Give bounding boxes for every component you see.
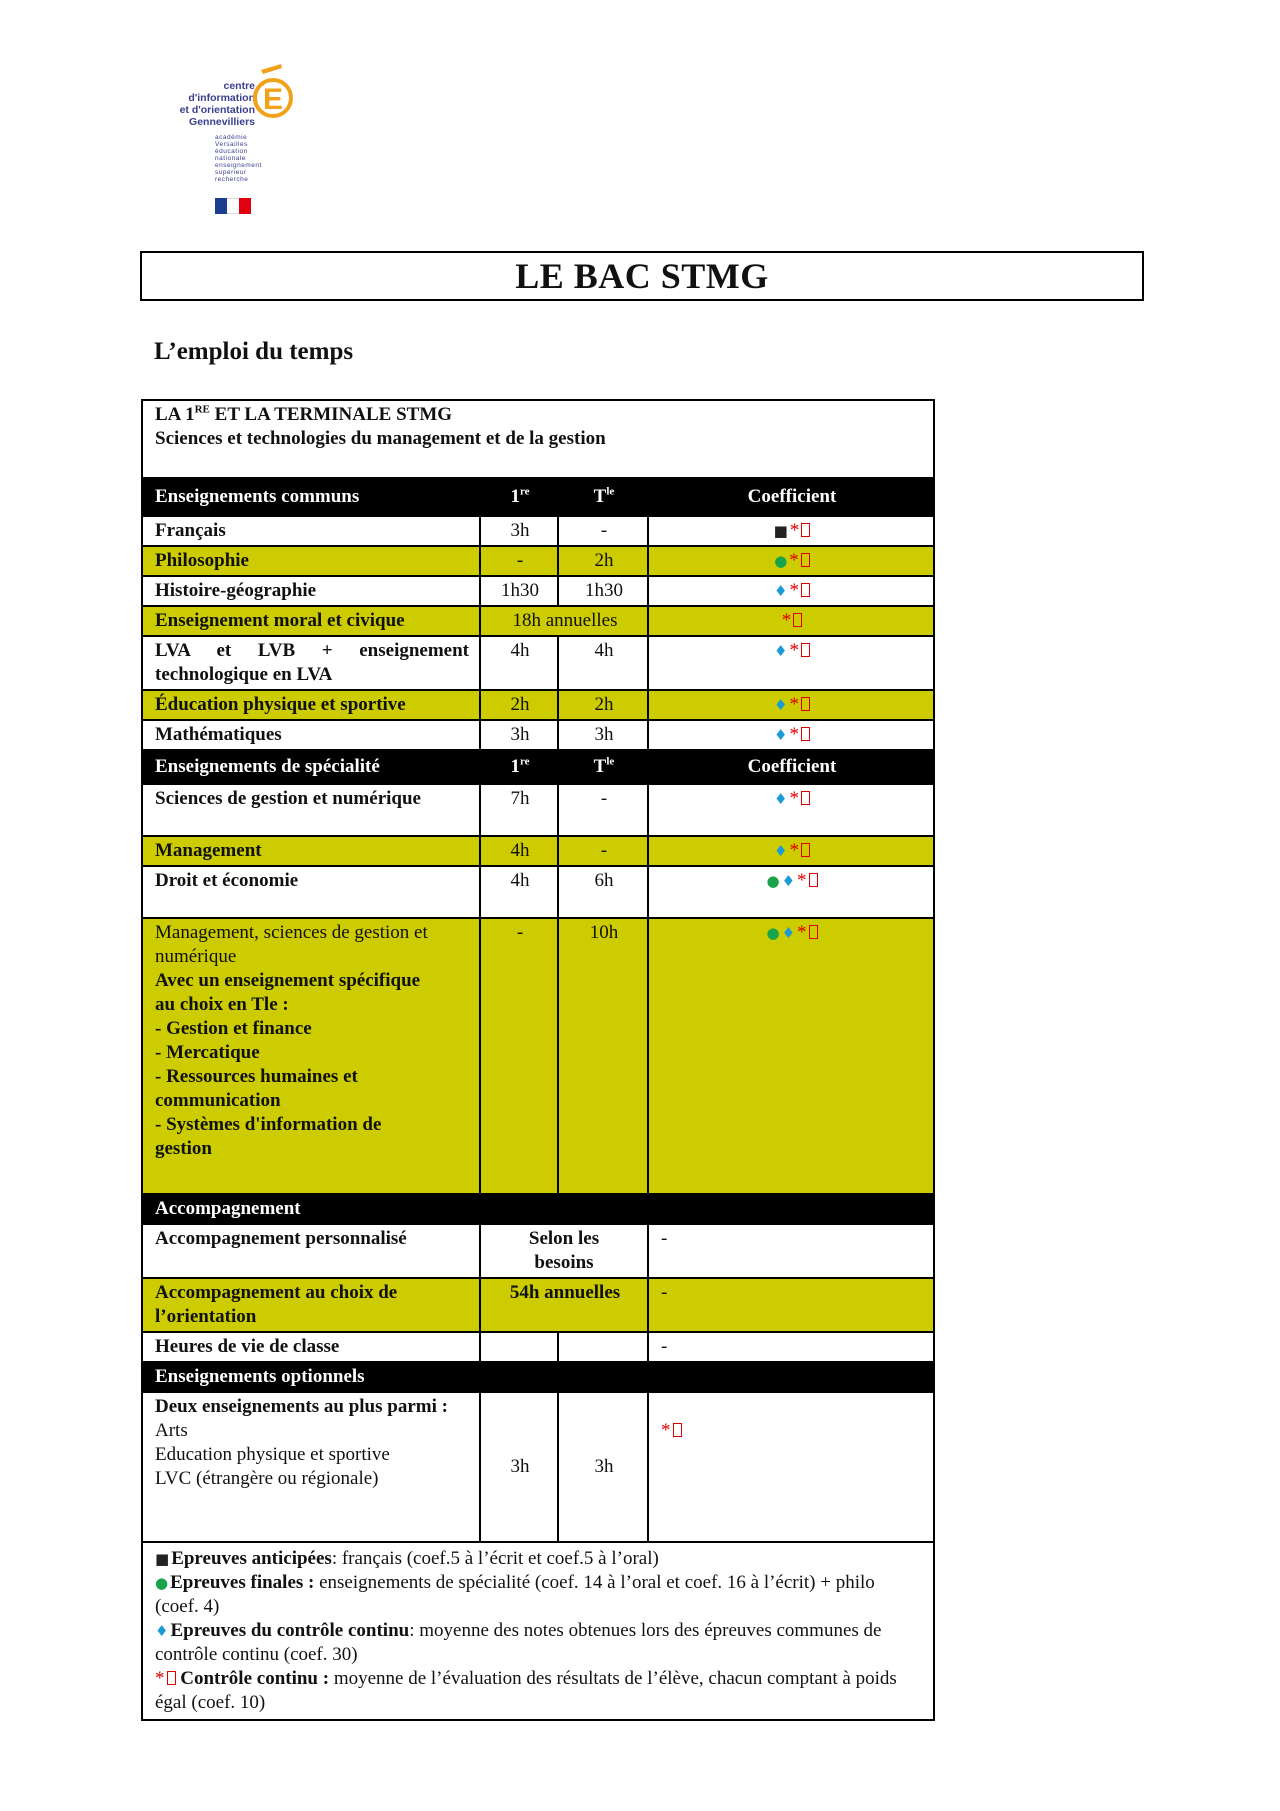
table-row [142, 784, 934, 836]
coef-cell [648, 516, 934, 546]
hours-tle: 2h [558, 690, 648, 720]
legend-label: Epreuves du contrôle continu [170, 1620, 410, 1641]
box-icon [801, 727, 810, 741]
table-row [142, 1278, 934, 1332]
header-tle-sup: le [606, 485, 615, 498]
hours-1re: 1h30 [480, 576, 558, 606]
intro-title-pre: LA 1 [155, 404, 195, 425]
box-icon [801, 843, 810, 857]
section-subtitle: L’emploi du temps [154, 338, 354, 365]
star-icon: * [789, 788, 799, 809]
box-icon [801, 583, 810, 597]
legend-label: Epreuves anticipées [171, 1548, 332, 1569]
box-icon [801, 553, 810, 567]
star-icon: * [155, 1668, 165, 1689]
star-icon: * [789, 580, 799, 601]
subject-cell: Management [142, 836, 480, 866]
hours-tle: - [558, 836, 648, 866]
header-coef: Coefficient [648, 750, 934, 784]
coef-cell [648, 606, 934, 636]
header-tle [558, 478, 648, 516]
french-flag-icon [215, 198, 251, 214]
optional-heading: Deux enseignements au plus parmi : [155, 1396, 448, 1417]
dot-icon: ● [766, 872, 782, 890]
header-1re [480, 750, 558, 784]
subject-cell [142, 918, 480, 1194]
coef-cell [648, 918, 934, 1194]
subject-title: Management, sciences de gestion et numérique [155, 922, 428, 967]
star-icon: * [797, 922, 807, 943]
header-1re-text: 1 [510, 486, 520, 507]
header-empty [648, 1194, 934, 1224]
star-icon: * [789, 550, 799, 571]
hours-1re: - [480, 546, 558, 576]
subject-detail: Avec un enseignement spécifique [155, 970, 421, 991]
hours-1re: 2h [480, 690, 558, 720]
header-empty [480, 1194, 558, 1224]
logo-sub-line: enseignement [215, 162, 262, 169]
table-row [142, 636, 934, 690]
subject-cell: Philosophie [142, 546, 480, 576]
hours-tle: - [558, 516, 648, 546]
logo-sub-line: supérieur [215, 169, 247, 176]
subject-detail: - Systèmes d'information de [155, 1114, 382, 1135]
header-communs: Enseignements communs [142, 478, 480, 516]
hours-cell: 18h annuelles [480, 606, 648, 636]
hours-1re: 7h [480, 784, 558, 836]
coef-cell [648, 576, 934, 606]
box-icon [801, 643, 810, 657]
subject-detail: - Mercatique [155, 1042, 260, 1063]
box-icon [801, 697, 810, 711]
legend-text: enseignements de spécialité (coef. 14 à l’oral et coef. 16 à l’écrit) + philo (coef. 4) [155, 1572, 875, 1617]
box-icon [793, 613, 802, 627]
star-icon: * [661, 1420, 671, 1441]
header-empty [558, 1362, 648, 1392]
cio-logo [155, 62, 295, 222]
coef-cell [648, 1392, 934, 1542]
subject-cell: Accompagnement personnalisé [142, 1224, 480, 1278]
logo-subtext [215, 134, 275, 183]
diamond-icon: ♦ [774, 696, 790, 714]
coef-cell [648, 636, 934, 690]
header-tle [558, 750, 648, 784]
table-row [142, 836, 934, 866]
subject-cell: Heures de vie de classe [142, 1332, 480, 1362]
intro-cell [142, 400, 934, 478]
subject-detail: - Ressources humaines et [155, 1066, 358, 1087]
subject-cell: Droit et économie [142, 866, 480, 918]
header-tle-sup: le [606, 755, 615, 768]
dot-icon: ● [155, 1574, 171, 1592]
coef-cell [648, 866, 934, 918]
star-icon: * [789, 520, 800, 541]
dot-icon: ● [766, 924, 782, 942]
subject-cell: Sciences de gestion et numérique [142, 784, 480, 836]
table-row [142, 1392, 934, 1542]
header-1re [480, 478, 558, 516]
box-icon [801, 523, 810, 537]
table-row [142, 1224, 934, 1278]
diamond-icon: ♦ [774, 642, 790, 660]
subject-detail: - Gestion et finance [155, 1018, 312, 1039]
hours-tle: 1h30 [558, 576, 648, 606]
coef-cell: - [648, 1278, 934, 1332]
header-optionnels: Enseignements optionnels [142, 1362, 480, 1392]
table-row [142, 606, 934, 636]
hours-tle: 2h [558, 546, 648, 576]
title-box [140, 251, 1144, 301]
hours-1re: 3h [480, 1392, 558, 1542]
svg-text:E: E [262, 83, 284, 116]
header-1re-sup: re [519, 485, 530, 498]
table-row [142, 690, 934, 720]
header-1re-text: 1 [510, 756, 520, 777]
legend-text: moyenne de l’évaluation des résultats de l’élève, chacun comptant à poids égal (coef. 10) [155, 1668, 897, 1713]
table-row [142, 516, 934, 546]
header-empty [480, 1362, 558, 1392]
square-icon: ■ [155, 1550, 172, 1568]
subject-cell: Histoire-géographie [142, 576, 480, 606]
header-row-communs [142, 478, 934, 516]
coef-cell: - [648, 1224, 934, 1278]
header-accompagnement: Accompagnement [142, 1194, 480, 1224]
subject-cell: Mathématiques [142, 720, 480, 750]
coef-cell [648, 720, 934, 750]
hours-tle [558, 1332, 648, 1362]
logo-e-icon [251, 62, 295, 120]
intro-title-sup: RE [194, 403, 210, 416]
logo-sub-line: éducation [215, 148, 248, 155]
table-row [142, 866, 934, 918]
hours-tle: 3h [558, 1392, 648, 1542]
legend-text: : français (coef.5 à l’écrit et coef.5 à l’oral) [331, 1548, 659, 1569]
schedule-table [141, 399, 935, 1721]
subject-detail: au choix en Tle : [155, 994, 289, 1015]
optional-item: Education physique et sportive [155, 1444, 390, 1465]
logo-sub-line: académie [215, 134, 248, 141]
box-icon [673, 1423, 682, 1437]
subject-cell: LVA et LVB + enseignement technologique en LVA [142, 636, 480, 690]
hours-1re: 4h [480, 636, 558, 690]
intro-row [142, 400, 934, 478]
hours-1re: 4h [480, 836, 558, 866]
diamond-icon: ♦ [155, 1622, 171, 1640]
hours-1re: 3h [480, 720, 558, 750]
legend-row [142, 1542, 934, 1720]
diamond-icon: ♦ [781, 924, 798, 942]
header-1re-sup: re [519, 755, 530, 768]
coef-cell [648, 836, 934, 866]
logo-line-3: Gennevilliers [189, 116, 255, 128]
dot-icon: ● [774, 552, 790, 570]
table-row [142, 546, 934, 576]
header-tle-text: T [593, 486, 607, 507]
header-row-optionnels [142, 1362, 934, 1392]
subject-cell: Éducation physique et sportive [142, 690, 480, 720]
star-icon: * [797, 870, 807, 891]
logo-line-2: et d'orientation [179, 104, 255, 116]
header-row-accompagnement [142, 1194, 934, 1224]
header-row-specialite [142, 750, 934, 784]
star-icon: * [789, 840, 799, 861]
star-icon: * [789, 640, 799, 661]
hours-tle: 6h [558, 866, 648, 918]
coef-cell [648, 784, 934, 836]
diamond-icon: ♦ [774, 726, 790, 744]
hours-1re: - [480, 918, 558, 1194]
diamond-icon: ♦ [774, 790, 790, 808]
diamond-icon: ♦ [774, 842, 790, 860]
logo-sub-line: recherche [215, 176, 249, 183]
box-icon [809, 873, 818, 887]
header-empty [558, 1194, 648, 1224]
square-icon: ■ [773, 522, 790, 540]
header-coef: Coefficient [648, 478, 934, 516]
table-row [142, 1332, 934, 1362]
optional-item: LVC (étrangère ou régionale) [155, 1468, 379, 1489]
star-icon: * [781, 610, 792, 631]
box-icon [167, 1671, 176, 1685]
diamond-icon: ♦ [774, 582, 790, 600]
header-tle-text: T [593, 756, 607, 777]
hours-1re [480, 1332, 558, 1362]
star-icon: * [789, 694, 799, 715]
subject-cell: Accompagnement au choix de l’orientation [142, 1278, 480, 1332]
diamond-icon: ♦ [781, 872, 798, 890]
optional-item: Arts [155, 1420, 188, 1441]
hours-tle: 4h [558, 636, 648, 690]
box-icon [801, 791, 810, 805]
hours-tle: 10h [558, 918, 648, 1194]
coef-cell [648, 546, 934, 576]
logo-sub-line: Versailles [215, 141, 248, 148]
legend-label: Epreuves finales : [170, 1572, 315, 1593]
intro-title-post: ET LA TERMINALE STMG [209, 404, 453, 425]
header-specialite: Enseignements de spécialité [142, 750, 480, 784]
logo-text [155, 80, 255, 128]
hours-cell: Selon les besoins [480, 1224, 648, 1278]
coef-cell [648, 690, 934, 720]
legend-item [155, 1571, 923, 1619]
hours-cell: 54h annuelles [480, 1278, 648, 1332]
table-row [142, 720, 934, 750]
legend-label: Contrôle continu : [180, 1668, 330, 1689]
schedule-table-wrapper [141, 399, 935, 1721]
legend-item [155, 1619, 923, 1667]
coef-cell: - [648, 1332, 934, 1362]
subject-cell: Français [142, 516, 480, 546]
legend-cell [142, 1542, 934, 1720]
subject-detail: gestion [155, 1138, 212, 1159]
header-empty [648, 1362, 934, 1392]
star-icon: * [789, 724, 799, 745]
page-title: LE BAC STMG [515, 256, 769, 296]
legend-item [155, 1667, 923, 1715]
table-row [142, 918, 934, 1194]
box-icon [809, 925, 818, 939]
table-row [142, 576, 934, 606]
logo-line-1: centre d'information [188, 80, 255, 104]
legend-item [155, 1547, 923, 1571]
hours-1re: 4h [480, 866, 558, 918]
hours-tle: 3h [558, 720, 648, 750]
intro-title [155, 403, 923, 427]
legend-text: : moyenne des notes obtenues lors des épreuves communes de contrôle continu (coef. 30) [155, 1620, 882, 1665]
subject-detail: communication [155, 1090, 281, 1111]
logo-sub-line: nationale [215, 155, 246, 162]
subject-cell: Enseignement moral et civique [142, 606, 480, 636]
intro-subtitle: Sciences et technologies du management et de la gestion [155, 428, 606, 449]
subject-cell [142, 1392, 480, 1542]
hours-1re: 3h [480, 516, 558, 546]
hours-tle: - [558, 784, 648, 836]
